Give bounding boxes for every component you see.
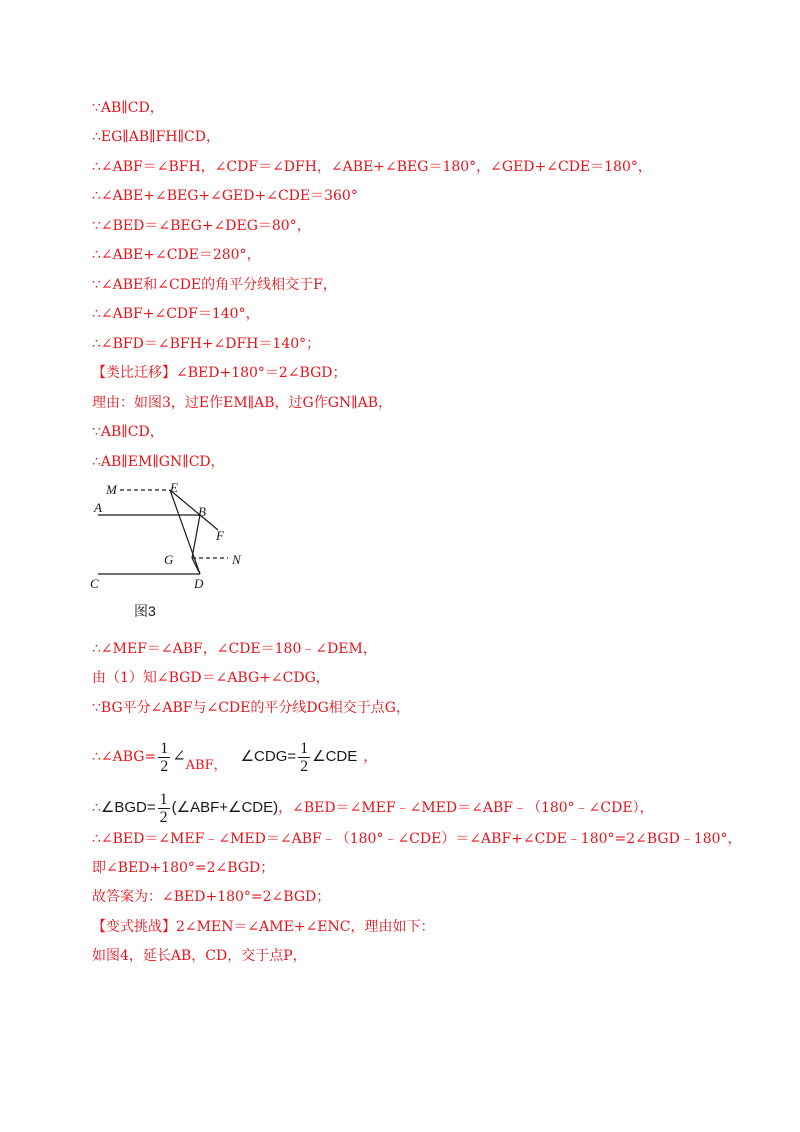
figure-3-diagram — [88, 478, 268, 588]
line-9: ∴∠BFD＝∠BFH+∠DFH＝140°； — [92, 336, 321, 352]
line-15: 由（1）知∠BGD＝∠ABG+∠CDG， — [92, 670, 330, 686]
line-11: 理由：如图3，过E作EM∥AB，过G作GN∥AB， — [92, 395, 393, 411]
line-2: ∴EG∥AB∥FH∥CD， — [92, 129, 220, 145]
line-3: ∴∠ABF＝∠BFH，∠CDF＝∠DFH，∠ABE+∠BEG＝180°，∠GED+∠CDE＝180°， — [92, 159, 652, 175]
label-c: C — [90, 576, 99, 588]
label-a: A — [94, 500, 102, 515]
therefore-symbol: ∴ — [92, 800, 101, 816]
segment-gd — [192, 558, 200, 574]
section-tag-analogy: 【类比迁移】 — [92, 365, 176, 381]
abf-subscript: ABF， — [185, 758, 227, 773]
line-21: 故答案为：∠BED+180°=2∠BGD； — [92, 889, 331, 905]
abg-prefix: ∴∠ABG= — [92, 749, 157, 765]
cde-formula: ∠CDE — [312, 748, 358, 765]
bed-expression: ，∠BED＝∠MEF﹣∠MED＝∠ABF﹣（180°﹣∠CDE）， — [278, 800, 654, 816]
line-5: ∵∠BED＝∠BEG+∠DEG＝80°， — [92, 218, 311, 234]
line-7: ∵∠ABE和∠CDE的角平分线相交于F， — [92, 277, 337, 293]
line-23: 如图4，延长AB，CD，交于点P， — [92, 948, 307, 964]
fraction-half-2: $\frac{1}{2}$ — [300, 739, 309, 775]
line-13: ∴AB∥EM∥GN∥CD， — [92, 454, 225, 470]
label-n: N — [232, 552, 241, 567]
line-18 — [92, 790, 654, 826]
line-8: ∴∠ABF+∠CDF＝140°， — [92, 306, 260, 322]
fraction-half: $\frac{1}{2}$ — [160, 739, 169, 775]
abf-cde-sum: (∠ABF+∠CDE) — [171, 799, 279, 816]
line-14: ∴∠MEF＝∠ABF，∠CDE＝180﹣∠DEM， — [92, 641, 377, 657]
fraction-half-3: $\frac{1}{2}$ — [159, 790, 168, 826]
line-12: ∵AB∥CD， — [92, 424, 164, 440]
cdg-formula: ∠CDG= — [240, 748, 297, 765]
label-e: E — [170, 480, 178, 495]
angle-symbol: ∠ — [172, 746, 186, 765]
line-17 — [92, 738, 377, 784]
segment-bg — [192, 515, 200, 558]
line-22 — [92, 918, 434, 936]
label-d: D — [194, 576, 204, 588]
line-6: ∴∠ABE+∠CDE＝280°， — [92, 247, 261, 263]
line-1: ∵AB∥CD， — [92, 100, 164, 116]
line-4: ∴∠ABE+∠BEG+∠GED+∠CDE＝360° — [92, 188, 358, 204]
label-b: B — [198, 504, 206, 519]
line-19: ∴∠BED＝∠MEF﹣∠MED＝∠ABF﹣（180°﹣∠CDE）＝∠ABF+∠CDE﹣180°=2∠BGD﹣180°， — [92, 831, 742, 847]
figure-3-caption: 图3 — [134, 603, 156, 619]
label-g: G — [164, 552, 174, 567]
label-f: F — [216, 528, 224, 543]
label-m: M — [106, 482, 117, 497]
line-16: ∵BG平分∠ABF与∠CDE的平分线DG相交于点G， — [92, 700, 410, 716]
line-17-end: ， — [363, 749, 378, 765]
section-tag-challenge: 【变式挑战】 — [92, 919, 176, 935]
line-10 — [92, 364, 347, 382]
line-20: 即∠BED+180°=2∠BGD； — [92, 860, 275, 876]
bgd-formula: ∠BGD= — [100, 799, 156, 816]
analogy-claim: ∠BED+180°＝2∠BGD； — [176, 365, 347, 381]
challenge-claim: 2∠MEN＝∠AME+∠ENC，理由如下： — [176, 919, 435, 935]
